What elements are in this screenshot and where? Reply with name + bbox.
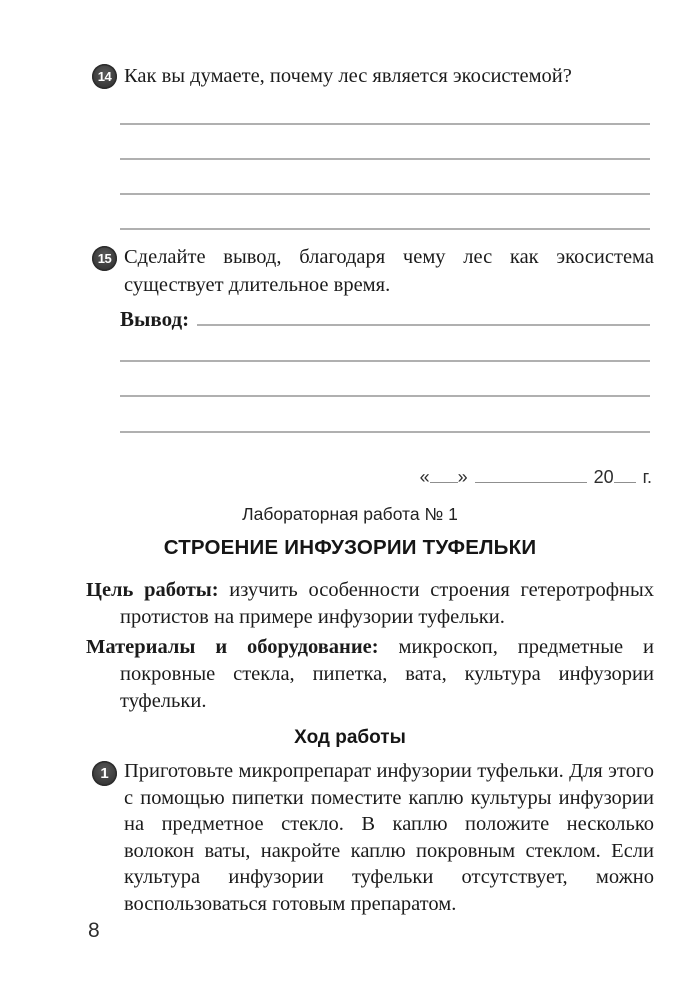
answer-line[interactable] [120,362,650,398]
answer-line[interactable] [120,397,650,433]
answer-line[interactable] [120,125,650,160]
question-14-answer-lines [120,90,650,230]
goal-text: изучить особенности строения гетеротрофных протистов на примере инфузории туфельки. [120,579,654,628]
conclusion-write-line[interactable] [197,305,650,326]
question-14-text: Как вы думаете, почему лес является экосистемой? [124,65,572,87]
open-quote: « [419,467,430,487]
procedure-heading: Ход работы [294,727,406,748]
answer-line[interactable] [120,195,650,230]
procedure-step-1 [0,758,700,917]
goal-label: Цель работы: [86,579,219,601]
step-1-number-badge: 1 [92,761,117,786]
date-month-blank[interactable] [475,466,587,483]
materials-paragraph [0,634,700,715]
question-15-text: Сделайте вывод, благодаря чему лес как экосистема существует длительное время. [124,246,654,296]
lab-title: СТРОЕНИЕ ИНФУЗОРИИ ТУФЕЛЬКИ [163,536,537,559]
date-year-blank[interactable] [614,466,636,483]
conclusion-label: Вывод: [120,307,190,331]
year-prefix: 20 [593,467,614,487]
date-day-blank[interactable] [430,466,458,483]
date-line [420,466,652,488]
question-15 [0,243,700,299]
question-14-number-badge: 14 [92,64,117,89]
question-14 [0,62,700,90]
answer-line[interactable] [120,160,650,195]
materials-label: Материалы и оборудование: [86,636,379,658]
year-suffix: г. [642,467,652,487]
close-quote: » [457,467,468,487]
page-number: 8 [88,919,100,942]
conclusion-answer-lines [120,326,650,433]
goal-paragraph [0,577,700,631]
materials-text: микроскоп, предметные и покровные стекла, пипетка, вата, культура инфузории туфельки. [120,636,654,712]
question-15-number-badge: 15 [92,246,117,271]
step-1-text: Приготовьте микропрепарат инфузории туфельки. Для этого с помощью пипетки поместите каплю культуры инфузории на предметное стекло. В каплю положите несколько волокон ваты, накройте каплю покровным стеклом. Если культура инфузории туфельки отсутствует, можно воспользоваться готовым препаратом. [124,760,654,915]
lab-subtitle: Лабораторная работа № 1 [242,504,458,524]
answer-line[interactable] [120,90,650,125]
answer-line[interactable] [120,326,650,362]
